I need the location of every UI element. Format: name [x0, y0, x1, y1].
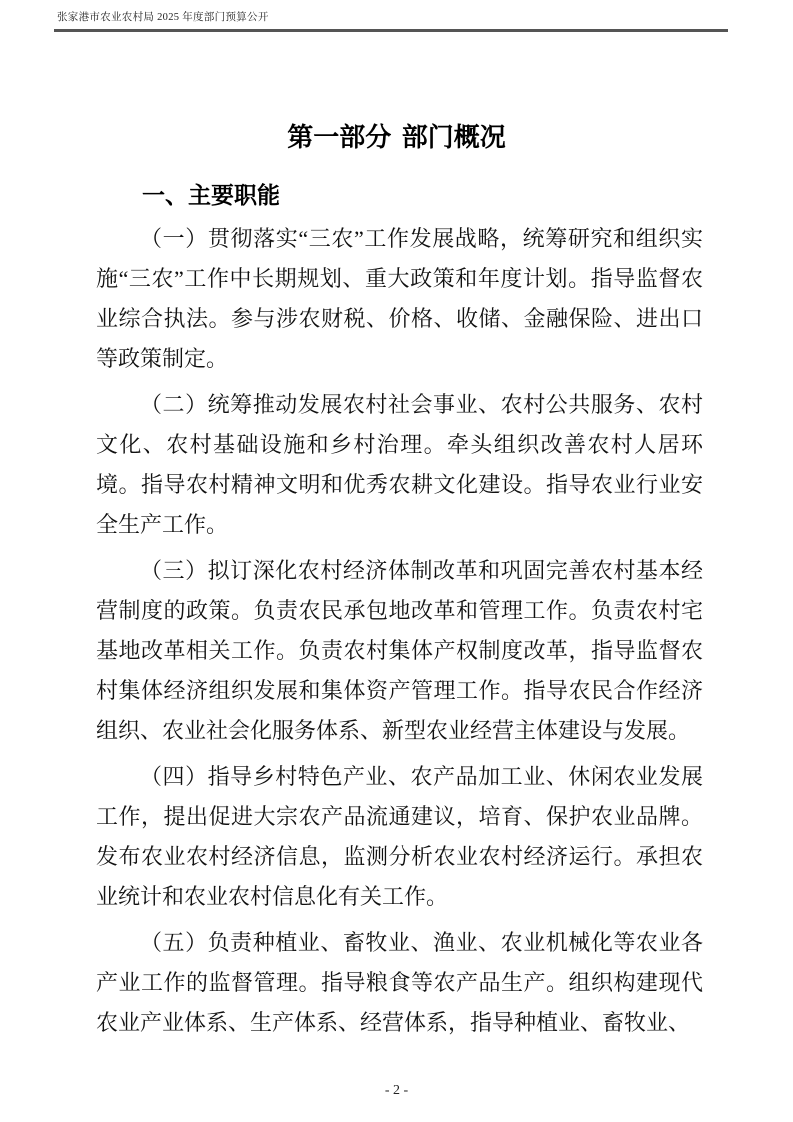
- header-title: 张家港市农业农村局 2025 年度部门预算公开: [57, 12, 269, 23]
- header-rule: [54, 29, 728, 32]
- paragraph-duty-2: （二）统筹推动发展农村社会事业、农村公共服务、农村文化、农村基础设施和乡村治理。牵头组织改善农村人居环境。指导农村精神文明和优秀农耕文化建设。指导农业行业安全生产工作。: [96, 392, 703, 537]
- paragraph-duty-4: （四）指导乡村特色产业、农产品加工业、休闲农业发展工作，提出促进大宗农产品流通建议，培育、保护农业品牌。发布农业农村经济信息，监测分析农业农村经济运行。承担农业统计和农业农村信息化有关工作。: [96, 764, 703, 909]
- page-footer: [0, 1082, 793, 1100]
- page-number: - 2 -: [384, 1083, 409, 1098]
- paragraphs: [96, 219, 703, 1049]
- section-heading: 一、主要职能: [142, 182, 280, 208]
- part-title: 第一部分 部门概况: [287, 123, 506, 152]
- paragraph-duty-3: （三）拟订深化农村经济体制改革和巩固完善农村基本经营制度的政策。负责农民承包地改革和管理工作。负责农村宅基地改革相关工作。负责农村集体产权制度改革，指导监督农村集体经济组织发展和集体资产管理工作。指导农民合作经济组织、农业社会化服务体系、新型农业经营主体建设与发展。: [96, 558, 703, 743]
- paragraph-duty-5: （五）负责种植业、畜牧业、渔业、农业机械化等农业各产业工作的监督管理。指导粮食等农产品生产。组织构建现代农业产业体系、生产体系、经营体系，指导种植业、畜牧业、: [96, 930, 703, 1035]
- paragraph-duty-1: （一）贯彻落实“三农”工作发展战略，统筹研究和组织实施“三农”工作中长期规划、重大政策和年度计划。指导监督农业综合执法。参与涉农财税、价格、收储、金融保险、进出口等政策制定。: [96, 226, 703, 371]
